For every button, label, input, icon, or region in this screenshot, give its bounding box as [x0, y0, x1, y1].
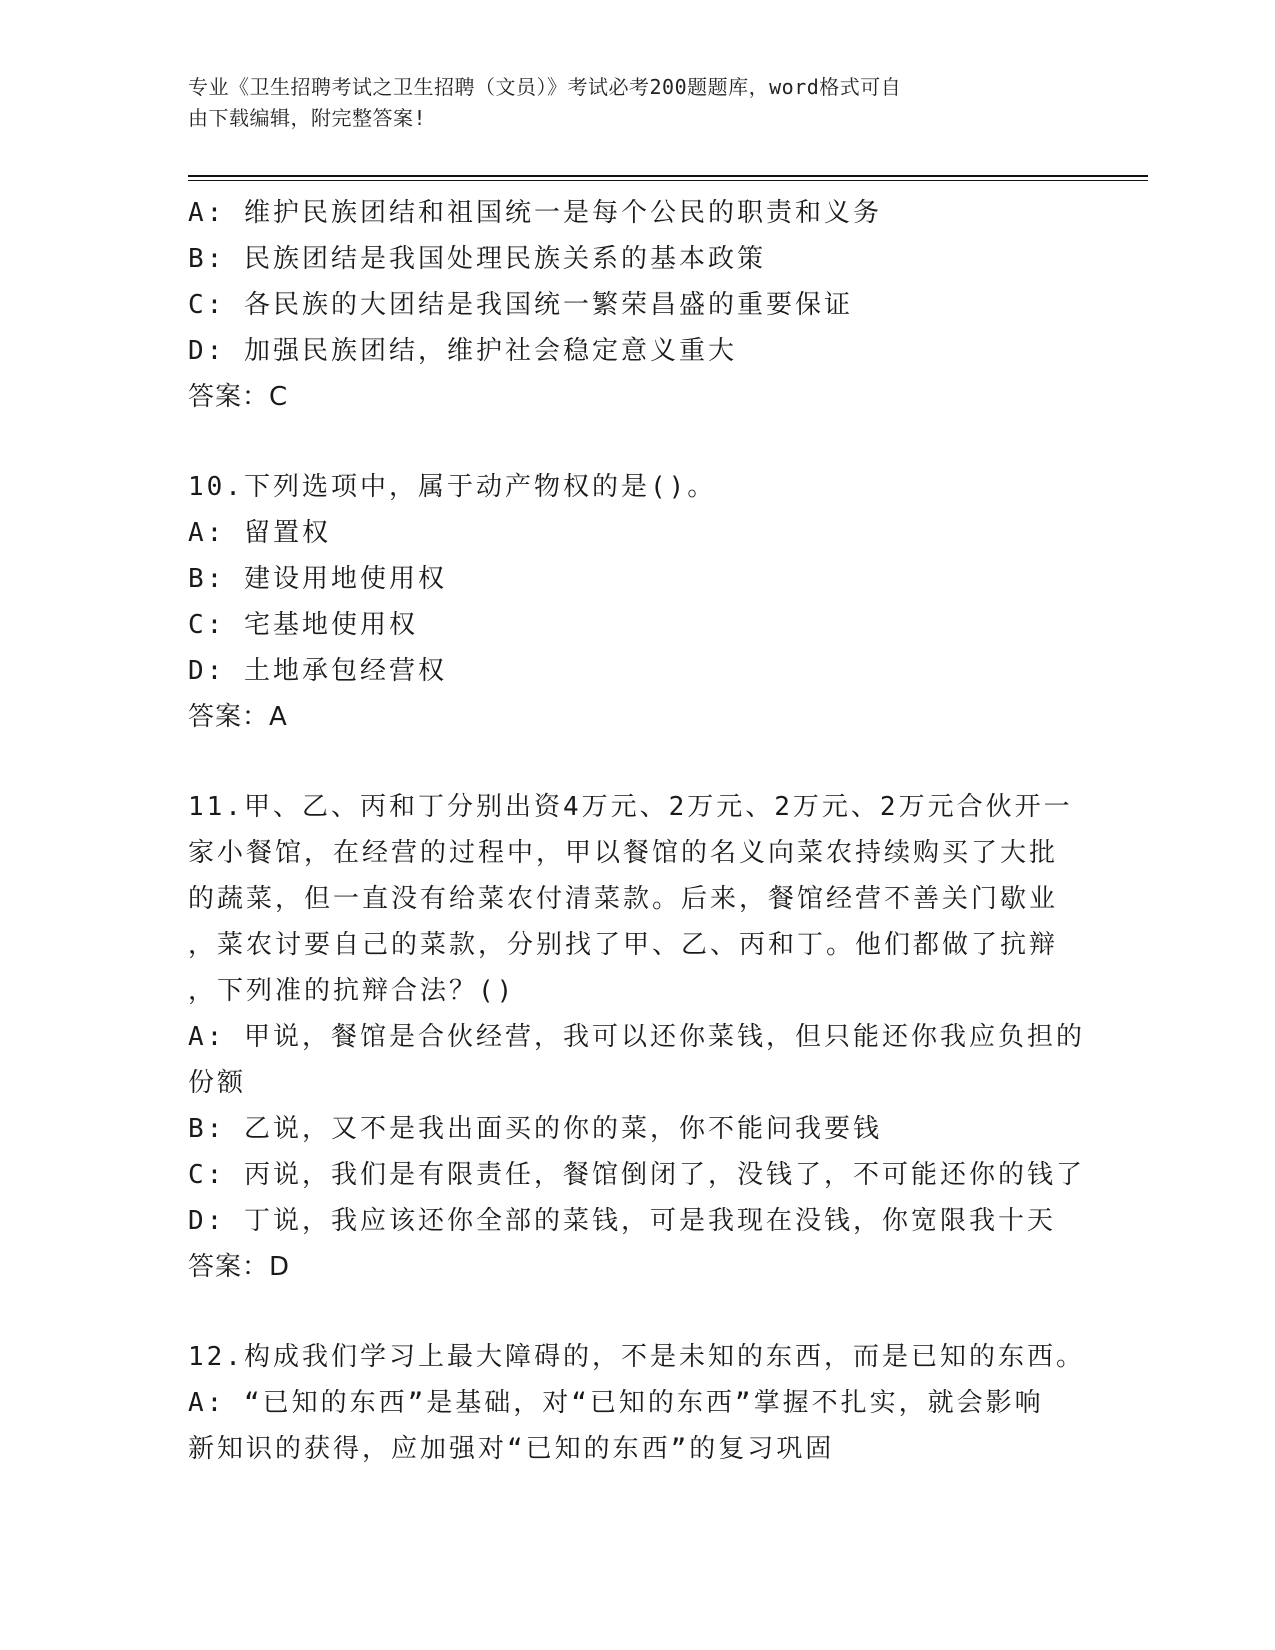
q12-option-a-line: A: “已知的东西”是基础，对“已知的东西”掌握不扎实，就会影响 [188, 1388, 1044, 1418]
question-12-block [188, 1334, 1088, 1472]
spacer [188, 1290, 1088, 1334]
q11-question-line: ，下列准的抗辩合法？() [188, 976, 516, 1006]
q10-option-b: B: 建设用地使用权 [188, 564, 447, 594]
q11-option-b: B: 乙说，又不是我出面买的你的菜，你不能问我要钱 [188, 1114, 882, 1144]
q11-option-d: D: 丁说，我应该还你全部的菜钱，可是我现在没钱，你宽限我十天 [188, 1206, 1056, 1236]
header-divider-thin [188, 180, 1148, 181]
q12-question: 12.构成我们学习上最大障碍的，不是未知的东西，而是已知的东西。 [188, 1342, 1085, 1372]
q9-answer: 答案：C [188, 382, 289, 412]
document-header [188, 72, 1068, 134]
q11-answer: 答案：D [188, 1252, 291, 1282]
question-11-block [188, 784, 1088, 1290]
header-line-1: 专业《卫生招聘考试之卫生招聘（文员）》考试必考200题题库，word格式可自 [188, 75, 902, 99]
q9-option-b: B: 民族团结是我国处理民族关系的基本政策 [188, 244, 766, 274]
q11-option-c: C: 丙说，我们是有限责任，餐馆倒闭了，没钱了，不可能还你的钱了 [188, 1160, 1085, 1190]
q10-option-a: A: 留置权 [188, 518, 331, 548]
header-line-2: 由下载编辑，附完整答案! [188, 106, 427, 130]
question-10-block [188, 464, 1088, 740]
q10-answer: 答案：A [188, 702, 288, 732]
q10-question: 10.下列选项中，属于动产物权的是()。 [188, 472, 717, 502]
q9-option-d: D: 加强民族团结，维护社会稳定意义重大 [188, 336, 737, 366]
header-divider-thick [188, 175, 1148, 177]
spacer [188, 740, 1088, 784]
question-9-block [188, 190, 1088, 420]
q11-question-line: 的蔬菜，但一直没有给菜农付清菜款。后来，餐馆经营不善关门歇业 [188, 884, 1059, 914]
q10-option-d: D: 土地承包经营权 [188, 656, 447, 686]
q9-option-c: C: 各民族的大团结是我国统一繁荣昌盛的重要保证 [188, 290, 853, 320]
q11-option-a-line: A: 甲说，餐馆是合伙经营，我可以还你菜钱，但只能还你我应负担的 [188, 1022, 1085, 1052]
q9-option-a: A: 维护民族团结和祖国统一是每个公民的职责和义务 [188, 198, 882, 228]
question-content [188, 190, 1088, 1472]
q12-option-a-line: 新知识的获得，应加强对“已知的东西”的复习巩固 [188, 1434, 835, 1464]
q11-option-a-line: 份额 [188, 1068, 247, 1098]
q10-option-c: C: 宅基地使用权 [188, 610, 418, 640]
q11-question-line: ，菜农讨要自己的菜款，分别找了甲、乙、丙和丁。他们都做了抗辩 [188, 930, 1059, 960]
q11-question-line: 家小餐馆，在经营的过程中，甲以餐馆的名义向菜农持续购买了大批 [188, 838, 1059, 868]
q11-question-line: 11.甲、乙、丙和丁分别出资4万元、2万元、2万元、2万元合伙开一 [188, 792, 1073, 822]
spacer [188, 420, 1088, 464]
